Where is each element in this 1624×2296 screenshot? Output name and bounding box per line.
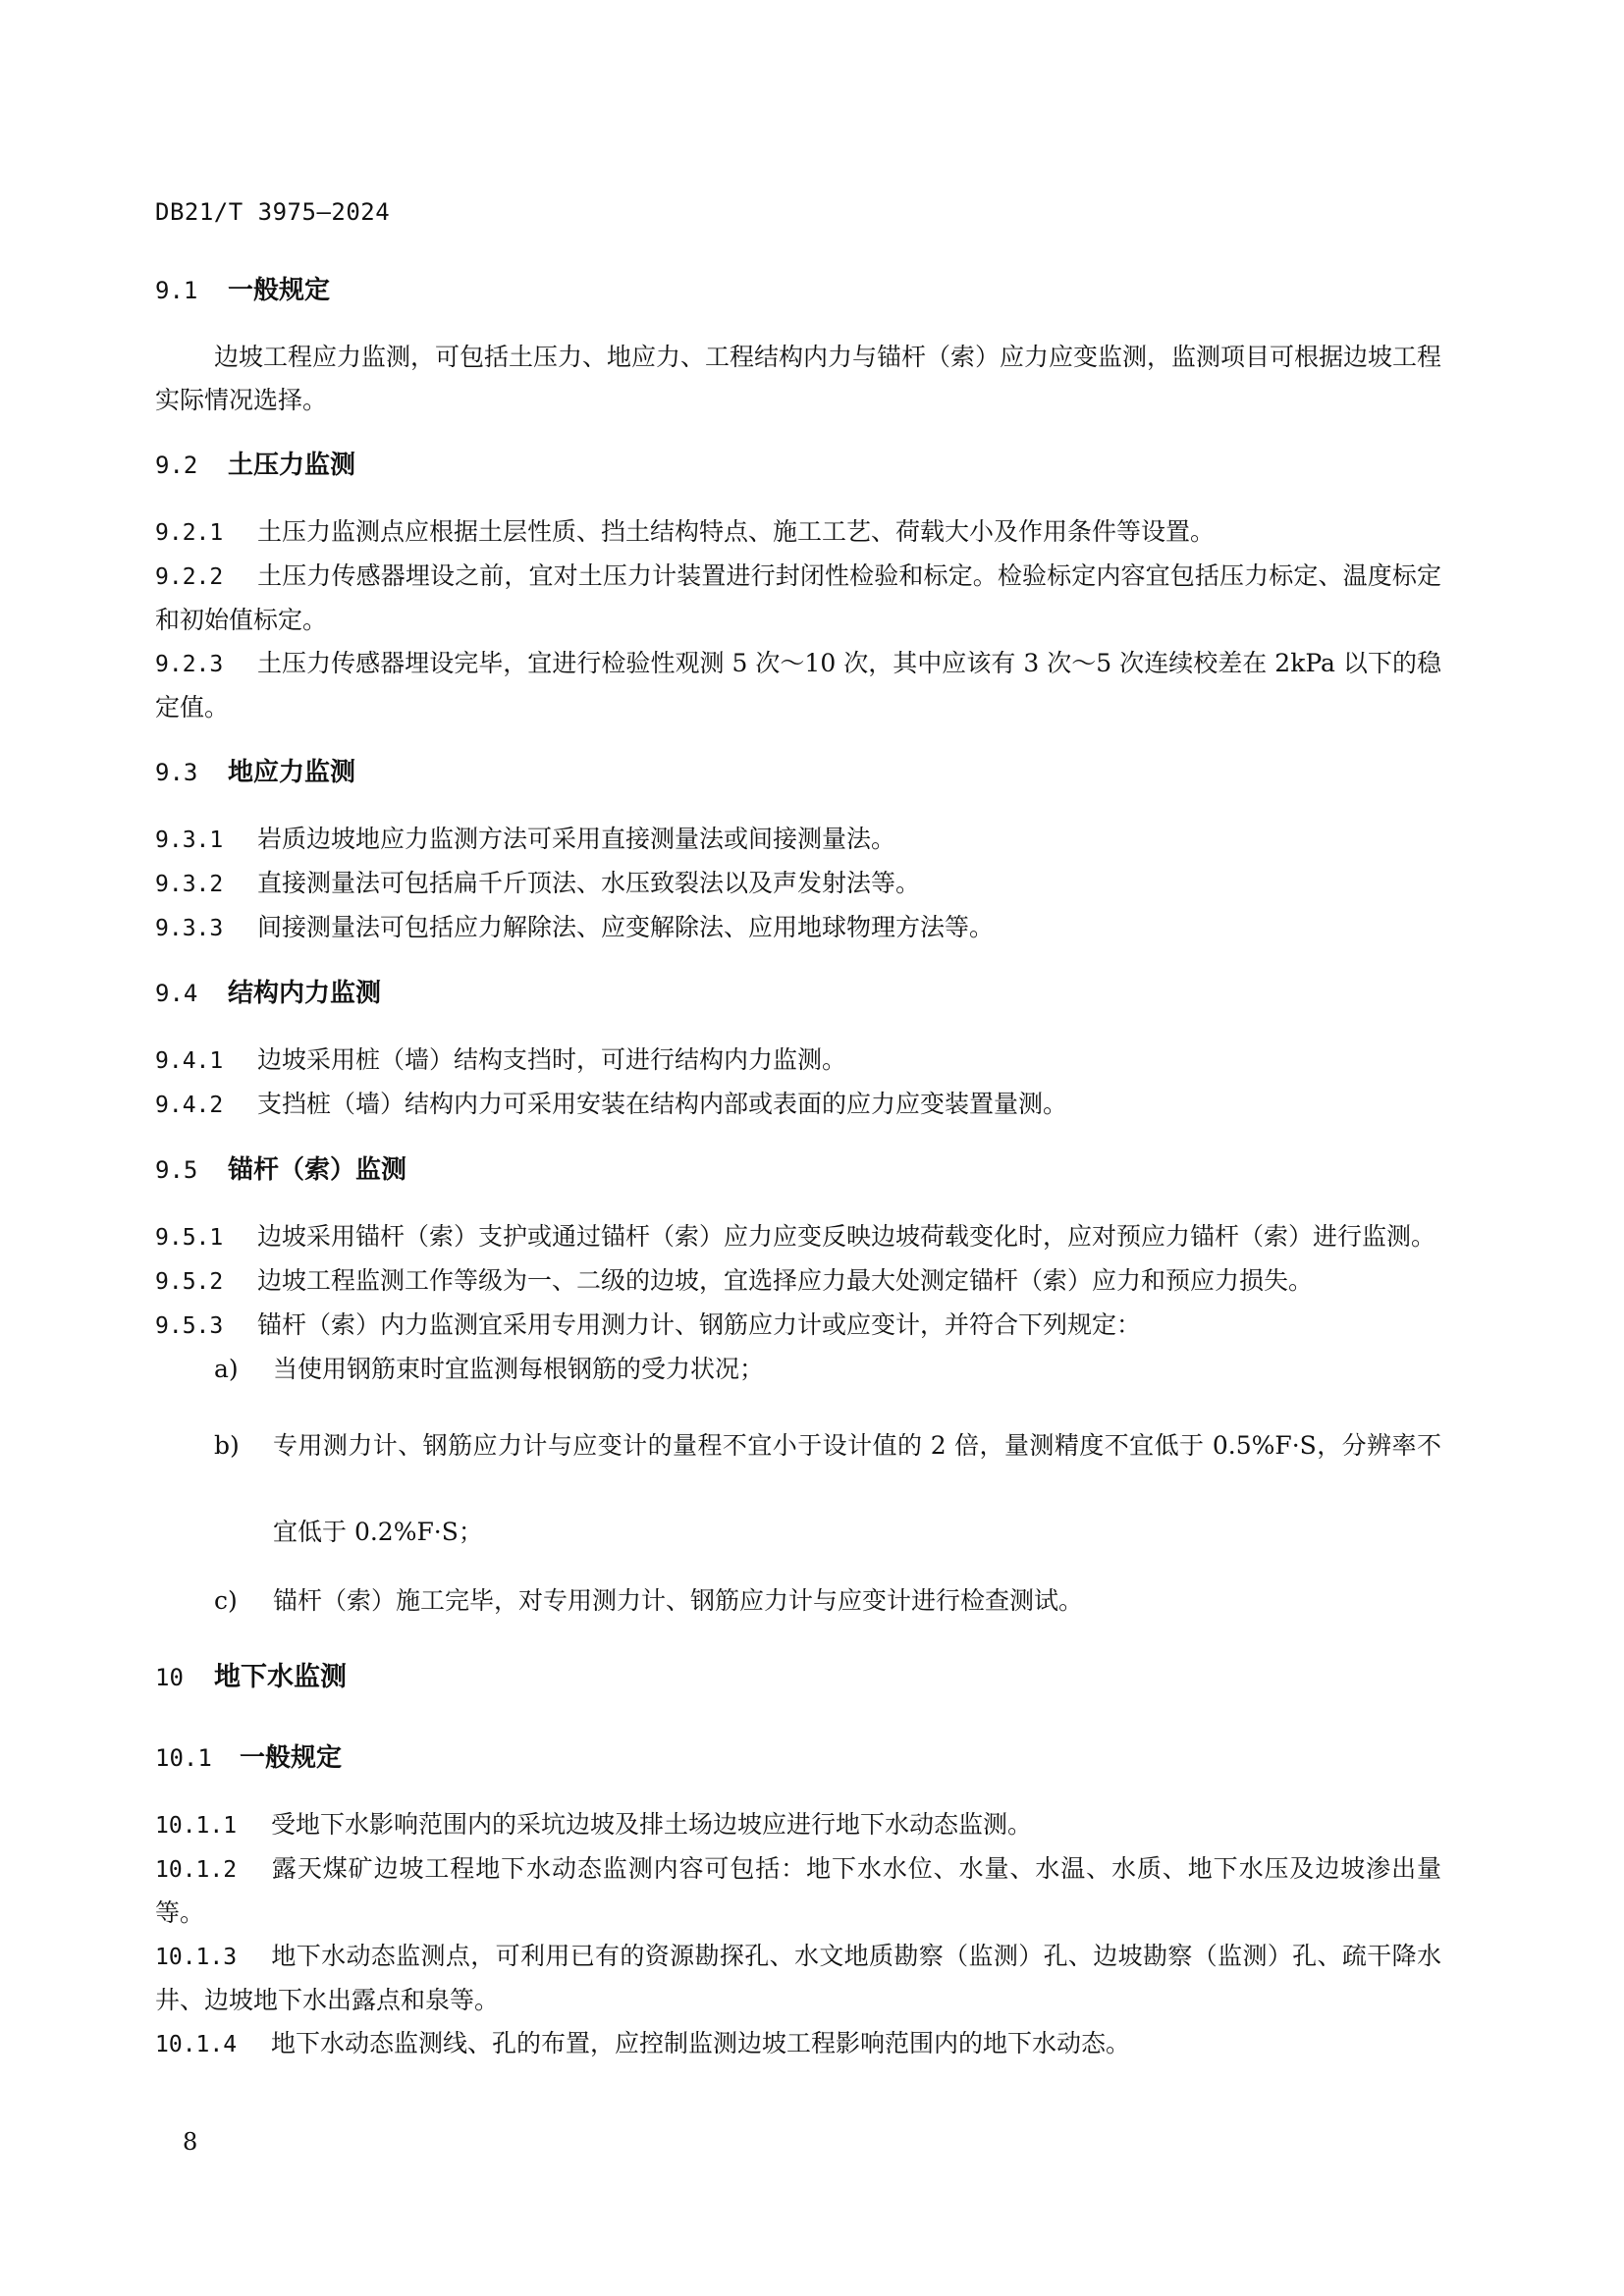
clause-number: 9.3.1 — [155, 828, 224, 853]
clause-number: 9.3.3 — [155, 916, 224, 941]
list-marker: c) — [214, 1586, 238, 1615]
clause-10-1-1 — [155, 1803, 1441, 1847]
clause-10-1-2 — [155, 1847, 1441, 1935]
clause-number: 10.1.1 — [155, 1813, 238, 1839]
clause-number: 9.4.1 — [155, 1048, 224, 1074]
clause-9-2-2 — [155, 555, 1441, 642]
clause-group-10-1 — [155, 1803, 1441, 2066]
clause-number: 9.2.3 — [155, 652, 224, 677]
clause-number: 10.1.4 — [155, 2032, 238, 2057]
clause-number: 9.3.2 — [155, 872, 224, 897]
clause-text: 边坡采用桩（墙）结构支挡时，可进行结构内力监测。 — [257, 1045, 847, 1074]
clause-9-5-2 — [155, 1259, 1441, 1304]
clause-9-2-3 — [155, 642, 1441, 729]
section-number: 10.1 — [155, 1744, 212, 1772]
chapter-heading-10 — [155, 1648, 1441, 1707]
clause-text: 边坡工程监测工作等级为一、二级的边坡，宜选择应力最大处测定锚杆（索）应力和预应力损失。 — [257, 1266, 1314, 1295]
clause-number: 10.1.3 — [155, 1945, 238, 1970]
document-body — [155, 265, 1441, 2084]
list-text: 当使用钢筋束时宜监测每根钢筋的受力状况； — [273, 1355, 765, 1383]
section-title: 一般规定 — [228, 276, 331, 305]
clause-text: 地下水动态监测线、孔的布置，应控制监测边坡工程影响范围内的地下水动态。 — [271, 2029, 1131, 2057]
list-marker: a) — [214, 1355, 239, 1383]
page-number: 8 — [183, 2128, 198, 2156]
section-number: 9.3 — [155, 759, 198, 786]
clause-text: 直接测量法可包括扁千斤顶法、水压致裂法以及声发射法等。 — [257, 869, 921, 897]
clause-text: 受地下水影响范围内的采坑边坡及排土场边坡应进行地下水动态监测。 — [271, 1810, 1033, 1839]
section-heading-9-3 — [155, 747, 1441, 798]
clause-9-4-2 — [155, 1083, 1441, 1127]
list-item-a — [155, 1348, 1441, 1391]
clause-10-1-4 — [155, 2022, 1441, 2066]
clause-number: 9.5.3 — [155, 1313, 224, 1339]
section-title: 结构内力监测 — [228, 979, 382, 1008]
section-heading-9-4 — [155, 968, 1441, 1019]
clause-text: 土压力传感器埋设之前，宜对土压力计装置进行封闭性检验和标定。检验标定内容宜包括压力标定、温度标定和初始值标定。 — [155, 561, 1441, 634]
clause-text: 土压力监测点应根据土层性质、挡土结构特点、施工工艺、荷载大小及作用条件等设置。 — [257, 517, 1216, 546]
section-number: 9.5 — [155, 1156, 198, 1184]
section-title: 土压力监测 — [228, 451, 356, 480]
clause-text: 地下水动态监测点，可利用已有的资源勘探孔、水文地质勘察（监测）孔、边坡勘察（监测）孔、疏干降水井、边坡地下水出露点和泉等。 — [155, 1942, 1441, 2014]
section-heading-10-1 — [155, 1733, 1441, 1784]
clause-9-3-2 — [155, 862, 1441, 906]
list-item-c — [155, 1579, 1441, 1623]
clause-group-9-5 — [155, 1215, 1441, 1623]
paragraph-9-1: 边坡工程应力监测，可包括土压力、地应力、工程结构内力与锚杆（索）应力应变监测，监测项目可根据边坡工程实际情况选择。 — [155, 343, 1442, 414]
section-number: 9.2 — [155, 452, 198, 479]
clause-text: 露天煤矿边坡工程地下水动态监测内容可包括：地下水水位、水量、水温、水质、地下水压及边坡渗出量等。 — [155, 1854, 1441, 1927]
list-item-b — [155, 1403, 1441, 1575]
list-text: 锚杆（索）施工完毕，对专用测力计、钢筋应力计与应变计进行检查测试。 — [273, 1586, 1084, 1615]
clause-number: 9.5.1 — [155, 1225, 224, 1251]
list-text: 专用测力计、钢筋应力计与应变计的量程不宜小于设计值的 2 倍，量测精度不宜低于 0.5%F·S，分辨率不宜低于 0.2%F·S； — [273, 1431, 1441, 1546]
clause-number: 10.1.2 — [155, 1857, 238, 1883]
clause-text: 锚杆（索）内力监测宜采用专用测力计、钢筋应力计或应变计，并符合下列规定： — [257, 1310, 1142, 1339]
list-marker: b) — [214, 1431, 240, 1460]
section-heading-9-1 — [155, 265, 1441, 316]
clause-number: 9.2.1 — [155, 520, 224, 546]
clause-text: 支挡桩（墙）结构内力可采用安装在结构内部或表面的应力应变装置量测。 — [257, 1090, 1068, 1118]
clause-text: 土压力传感器埋设完毕，宜进行检验性观测 5 次～10 次，其中应该有 3 次～5 次连续校差在 2kPa 以下的稳定值。 — [155, 649, 1441, 721]
clause-number: 9.2.2 — [155, 564, 224, 590]
clause-text: 岩质边坡地应力监测方法可采用直接测量法或间接测量法。 — [257, 825, 896, 853]
section-title: 地应力监测 — [228, 758, 356, 787]
clause-group-9-4 — [155, 1039, 1441, 1127]
chapter-title: 地下水监测 — [214, 1662, 347, 1692]
section-heading-9-2 — [155, 440, 1441, 491]
clause-9-2-1 — [155, 510, 1441, 555]
clause-9-5-3 — [155, 1304, 1441, 1348]
clause-10-1-3 — [155, 1935, 1441, 2022]
clause-text: 边坡采用锚杆（索）支护或通过锚杆（索）应力应变反映边坡荷载变化时，应对预应力锚杆（索）进行监测。 — [257, 1222, 1436, 1251]
clause-9-3-3 — [155, 906, 1441, 950]
section-number: 9.1 — [155, 277, 198, 304]
section-number: 9.4 — [155, 980, 198, 1007]
clause-9-5-1 — [155, 1215, 1441, 1259]
clause-number: 9.4.2 — [155, 1093, 224, 1118]
clause-9-3-1 — [155, 818, 1441, 862]
clause-group-9-2 — [155, 510, 1441, 729]
clause-9-4-1 — [155, 1039, 1441, 1083]
section-title: 一般规定 — [240, 1743, 343, 1773]
section-heading-9-5 — [155, 1145, 1441, 1196]
clause-number: 9.5.2 — [155, 1269, 224, 1295]
section-title: 锚杆（索）监测 — [228, 1155, 407, 1185]
clause-text: 间接测量法可包括应力解除法、应变解除法、应用地球物理方法等。 — [257, 913, 995, 941]
chapter-number: 10 — [155, 1664, 184, 1691]
clause-group-9-3 — [155, 818, 1441, 950]
document-code: DB21/T 3975—2024 — [155, 198, 391, 226]
